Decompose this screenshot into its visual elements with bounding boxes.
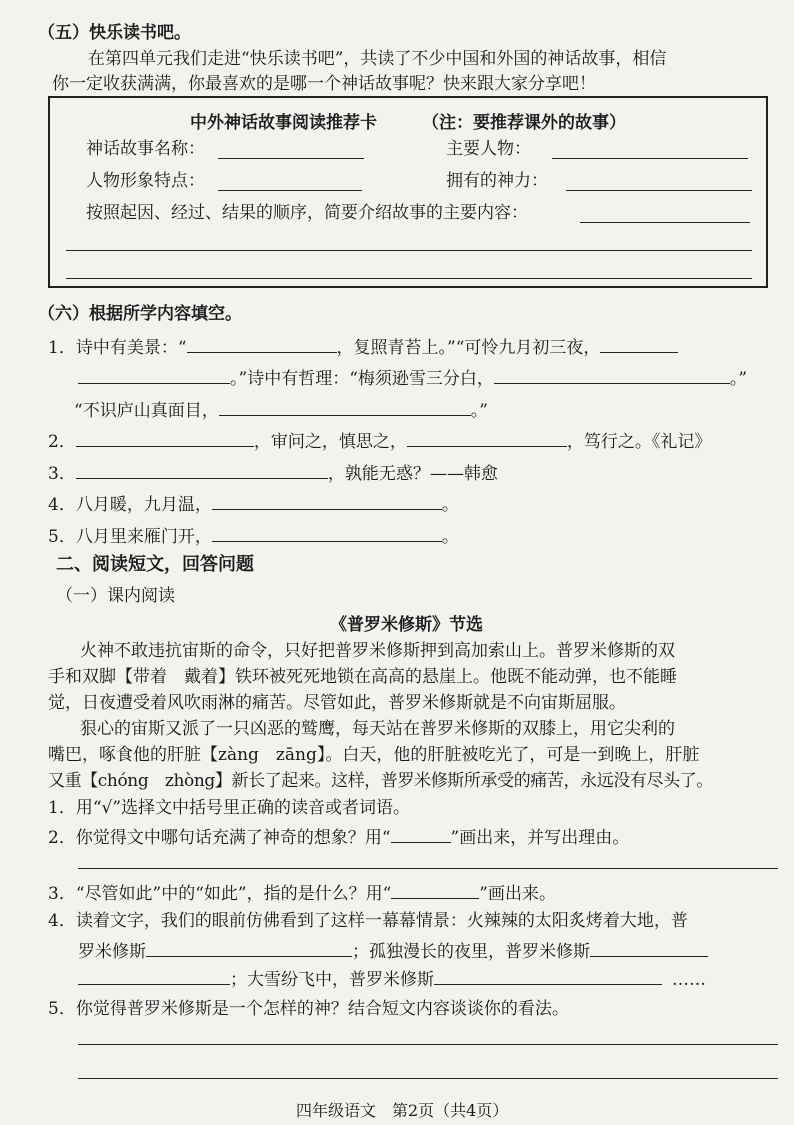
field-summary-blank-1[interactable] (580, 222, 750, 223)
reading-q5: 5．你觉得普罗米修斯是一个怎样的神？结合短文内容谈谈你的看法。 (48, 999, 569, 1019)
reading-q3-text-b: ”画出来。 (479, 884, 556, 904)
reading-q4-text-d: ；大雪纷飞中，普罗米修斯 (230, 970, 434, 990)
s6-q1-line2 (78, 365, 747, 390)
s6-q1-blank-4[interactable] (494, 365, 730, 384)
passage-p2-line2: 嘴巴，啄食他的肝脏【zàng zāng】。白天，他的肝脏被吃光了，可是一到晚上，肝脏 (48, 745, 700, 765)
reading-q5-answer-line-1[interactable] (78, 1044, 778, 1045)
s6-q1-blank-5[interactable] (219, 397, 471, 416)
field-story-name-blank[interactable] (218, 158, 364, 159)
reading-q3 (48, 880, 556, 905)
field-story-name-label: 神话故事名称： (86, 139, 205, 159)
reading-q4-line1: 4．读着文字，我们的眼前仿佛看到了这样一幕幕情景：火辣辣的太阳炙烤着大地，普 (48, 911, 688, 931)
reading-q4-blank-2[interactable] (590, 938, 708, 957)
field-summary-label: 按照起因、经过、结果的顺序，简要介绍故事的主要内容： (86, 203, 528, 223)
reading-q4-text-c: ；孤独漫长的夜里，普罗米修斯 (352, 942, 590, 962)
reading-q4-line2 (78, 938, 708, 963)
field-image-label: 人物形象特点： (86, 171, 205, 191)
s6-q2-text-b: ，审问之，慎思之， (253, 432, 407, 452)
reading-q2-text-a: 2．你觉得文中哪句话充满了神奇的想象？用“ (48, 828, 391, 848)
s6-q1-text-f: 。” (470, 401, 488, 421)
s6-q2-num: 2． (48, 432, 76, 452)
reading-q4-text-b: 罗米修斯 (78, 942, 146, 962)
reading-q2-answer-line[interactable] (78, 868, 778, 869)
field-summary-blank-2[interactable] (66, 250, 752, 251)
section5-intro-line1: 在第四单元我们走进“快乐读书吧”，共读了不少中国和外国的神话故事，相信 (88, 49, 667, 69)
s6-q1-blank-2[interactable] (600, 334, 678, 353)
section5-intro-line2: 你一定收获满满，你最喜欢的是哪一个神话故事呢？快来跟大家分享吧！ (52, 74, 596, 94)
part2-sub: （一）课内阅读 (56, 586, 175, 606)
field-main-character-blank[interactable] (552, 158, 748, 159)
section5-heading: （五）快乐读书吧。 (38, 23, 191, 43)
s6-q3-blank[interactable] (76, 460, 328, 479)
reading-q4-blank-3[interactable] (78, 966, 230, 985)
s6-q2-blank-2[interactable] (407, 428, 567, 447)
s6-q5-blank[interactable] (212, 523, 442, 542)
s6-q4-blank[interactable] (212, 491, 442, 510)
s6-q5 (48, 523, 459, 548)
s6-q1-text-e: “不识庐山真面目， (74, 401, 219, 421)
recommend-card (48, 96, 768, 288)
s6-q1-text-c: 。”诗中有哲理：“梅须逊雪三分白， (230, 369, 494, 389)
passage-p1-line3: 觉，日夜遭受着风吹雨淋的痛苦。尽管如此，普罗米修斯就是不向宙斯屈服。 (48, 693, 626, 713)
s6-q1-line1 (48, 334, 678, 359)
section6-heading: （六）根据所学内容填空。 (38, 304, 242, 324)
s6-q3-text: ，孰能无惑？——韩愈 (327, 464, 498, 484)
s6-q4-text: 4．八月暖，九月温， (48, 495, 212, 515)
field-power-label: 拥有的神力： (446, 171, 548, 191)
reading-q3-text-a: 3．“尽管如此”中的“如此”，指的是什么？用“ (48, 884, 392, 904)
passage-p2-line3: 又重【chóng zhòng】新长了起来。这样，普罗米修斯所承受的痛苦，永远没有尽头了。 (48, 771, 713, 791)
s6-q1-blank-1[interactable] (187, 334, 337, 353)
reading-q5-answer-line-2[interactable] (78, 1078, 778, 1079)
s6-q3 (48, 460, 498, 485)
reading-q1: 1．用“√”选择文中括号里正确的读音或者词语。 (48, 798, 411, 818)
s6-q1-text-d: 。” (729, 369, 748, 389)
card-title: 中外神话故事阅读推荐卡 (190, 113, 377, 133)
s6-q1-text-b: ，复照青苔上。”“可怜九月初三夜， (336, 338, 601, 358)
reading-q4-ellipsis: …… (672, 970, 706, 990)
passage-p1-line1: 火神不敢违抗宙斯的命令，只好把普罗米修斯押到高加索山上。普罗米修斯的双 (80, 641, 675, 661)
s6-q2 (48, 428, 711, 453)
reading-q4-line3 (78, 966, 706, 991)
card-note: （注：要推荐课外的故事） (422, 113, 626, 133)
s6-q1-text-a: 1．诗中有美景：“ (48, 338, 187, 358)
field-main-character-label: 主要人物： (446, 139, 531, 159)
s6-q4-end: 。 (441, 495, 459, 515)
part2-heading: 二、阅读短文，回答问题 (56, 554, 254, 575)
reading-q2-text-b: ”画出来，并写出理由。 (450, 828, 630, 848)
s6-q2-text-c: ，笃行之。《礼记》 (566, 432, 712, 452)
reading-q3-mark-sample (391, 880, 479, 899)
reading-q2 (48, 824, 629, 849)
passage-p2-line1: 狠心的宙斯又派了一只凶恶的鹫鹰，每天站在普罗米修斯的双膝上，用它尖利的 (80, 719, 675, 739)
s6-q2-blank-1[interactable] (76, 428, 254, 447)
field-summary-blank-3[interactable] (66, 278, 752, 279)
reading-q4-blank-1[interactable] (146, 938, 352, 957)
passage-p1-line2: 手和双脚【带着 戴着】铁环被死死地锁在高高的悬崖上。他既不能动弹，也不能睡 (48, 667, 677, 687)
passage-title: 《普罗米修斯》节选 (330, 615, 483, 635)
s6-q5-end: 。 (441, 527, 459, 547)
reading-q4-blank-4[interactable] (434, 966, 662, 985)
s6-q1-blank-3[interactable] (78, 365, 230, 384)
field-power-blank[interactable] (566, 190, 752, 191)
s6-q3-num: 3． (48, 464, 76, 484)
page-footer: 四年级语文 第2页（共4页） (296, 1101, 509, 1120)
field-image-blank[interactable] (218, 190, 362, 191)
s6-q4 (48, 491, 459, 516)
reading-q2-mark-sample (391, 824, 451, 843)
s6-q1-line3 (74, 397, 488, 422)
s6-q5-text: 5．八月里来雁门开， (48, 527, 212, 547)
